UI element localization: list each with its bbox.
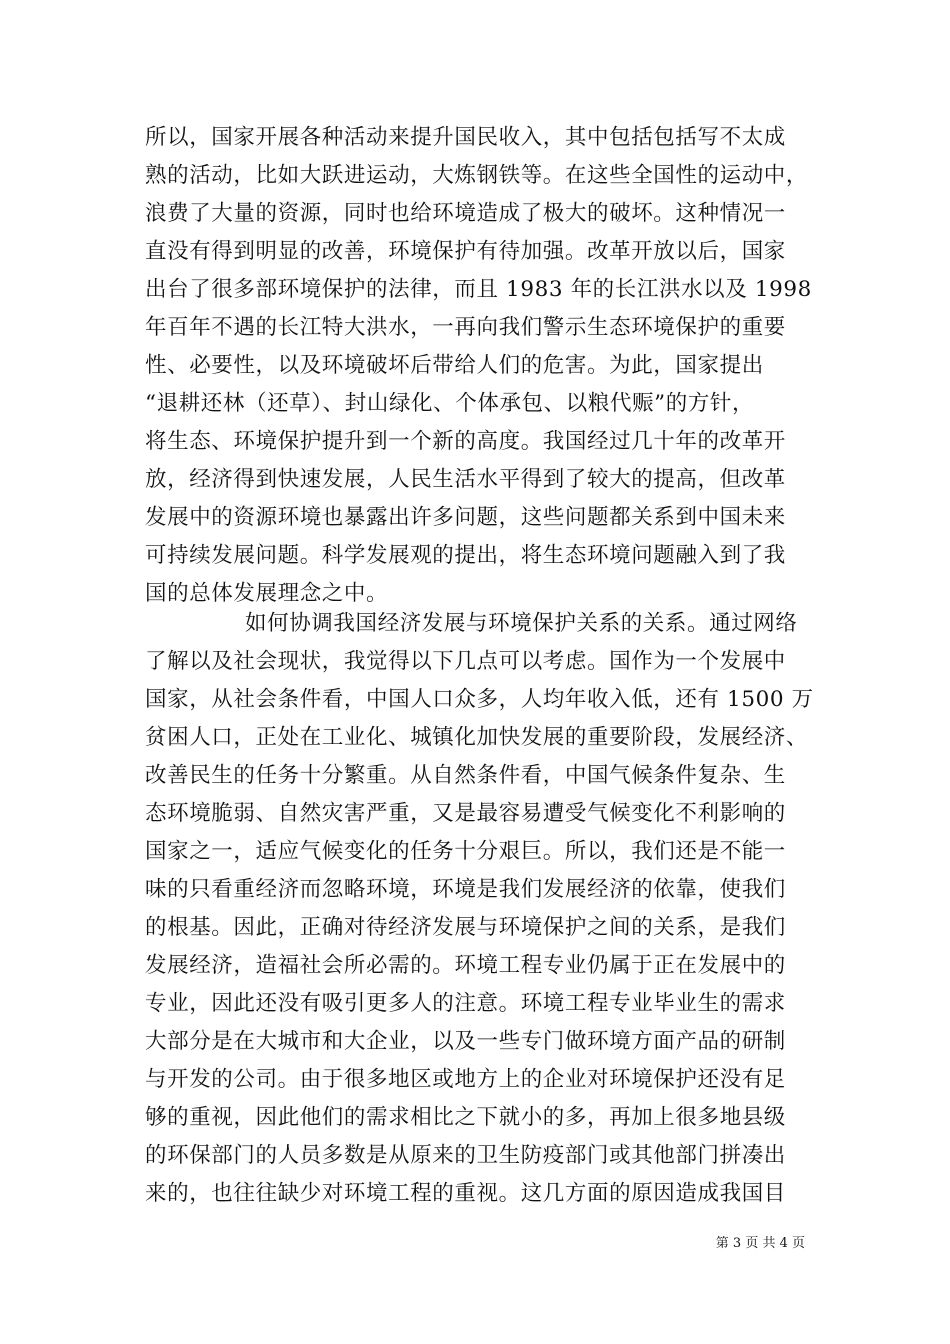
paragraph-1 xyxy=(145,119,815,613)
page-number: 第 3 页 共 4 页 xyxy=(715,1236,805,1251)
text-line: 的根基。因此，正确对待经济发展与环境保护之间的关系，是我们 xyxy=(145,915,786,940)
text-line: 如何协调我国经济发展与环境保护关系的关系。通过网络 xyxy=(245,611,798,636)
text-line: 态环境脆弱、自然灾害严重，又是最容易遭受气候变化不利影响的 xyxy=(145,801,786,826)
text-line: 熟的活动，比如大跃进运动，大炼钢铁等。在这些全国性的运动中， xyxy=(145,163,809,188)
text-line: 专业，因此还没有吸引更多人的注意。环境工程专业毕业生的需求 xyxy=(145,991,786,1016)
text-line: 够的重视，因此他们的需求相比之下就小的多，再加上很多地县级 xyxy=(145,1105,786,1130)
text-line: 贫困人口，正处在工业化、城镇化加快发展的重要阶段，发展经济、 xyxy=(145,725,809,750)
text-line: 味的只看重经济而忽略环境，环境是我们发展经济的依靠，使我们 xyxy=(145,877,786,902)
text-line: 出台了很多部环境保护的法律，而且 1983 年的长江洪水以及 1998 xyxy=(145,277,812,302)
text-line: 国家，从社会条件看，中国人口众多，人均年收入低，还有 1500 万 xyxy=(145,687,814,712)
text-line: 所以，国家开展各种活动来提升国民收入，其中包括包括写不太成 xyxy=(145,125,786,150)
text-line: 直没有得到明显的改善，环境保护有待加强。改革开放以后，国家 xyxy=(145,239,786,264)
text-line: 来的，也往往缺少对环境工程的重视。这几方面的原因造成我国目 xyxy=(145,1181,786,1206)
text-line: 与开发的公司。由于很多地区或地方上的企业对环境保护还没有足 xyxy=(145,1067,786,1092)
paragraph-2 xyxy=(145,605,815,1213)
text-line: 改善民生的任务十分繁重。从自然条件看，中国气候条件复杂、生 xyxy=(145,763,786,788)
text-line: “退耕还林（还草）、封山绿化、个体承包、以粮代赈”的方针， xyxy=(145,391,755,416)
text-line: 将生态、环境保护提升到一个新的高度。我国经过几十年的改革开 xyxy=(145,429,786,454)
text-line: 年百年不遇的长江特大洪水，一再向我们警示生态环境保护的重要 xyxy=(145,315,786,340)
text-line: 国家之一，适应气候变化的任务十分艰巨。所以，我们还是不能一 xyxy=(145,839,786,864)
text-line: 浪费了大量的资源，同时也给环境造成了极大的破坏。这种情况一 xyxy=(145,201,786,226)
text-line: 发展经济，造福社会所必需的。环境工程专业仍属于正在发展中的 xyxy=(145,953,786,978)
text-line: 性、必要性，以及环境破坏后带给人们的危害。为此，国家提出 xyxy=(145,353,764,378)
text-line: 了解以及社会现状，我觉得以下几点可以考虑。国作为一个发展中 xyxy=(145,649,786,674)
text-line: 大部分是在大城市和大企业，以及一些专门做环境方面产品的研制 xyxy=(145,1029,786,1054)
text-line: 发展中的资源环境也暴露出许多问题，这些问题都关系到中国未来 xyxy=(145,505,786,530)
text-line: 国的总体发展理念之中。 xyxy=(145,581,389,606)
text-line: 放，经济得到快速发展，人民生活水平得到了较大的提高，但改革 xyxy=(145,467,786,492)
text-line: 可持续发展问题。科学发展观的提出，将生态环境问题融入到了我 xyxy=(145,543,786,568)
text-line: 的环保部门的人员多数是从原来的卫生防疫部门或其他部门拼凑出 xyxy=(145,1143,786,1168)
